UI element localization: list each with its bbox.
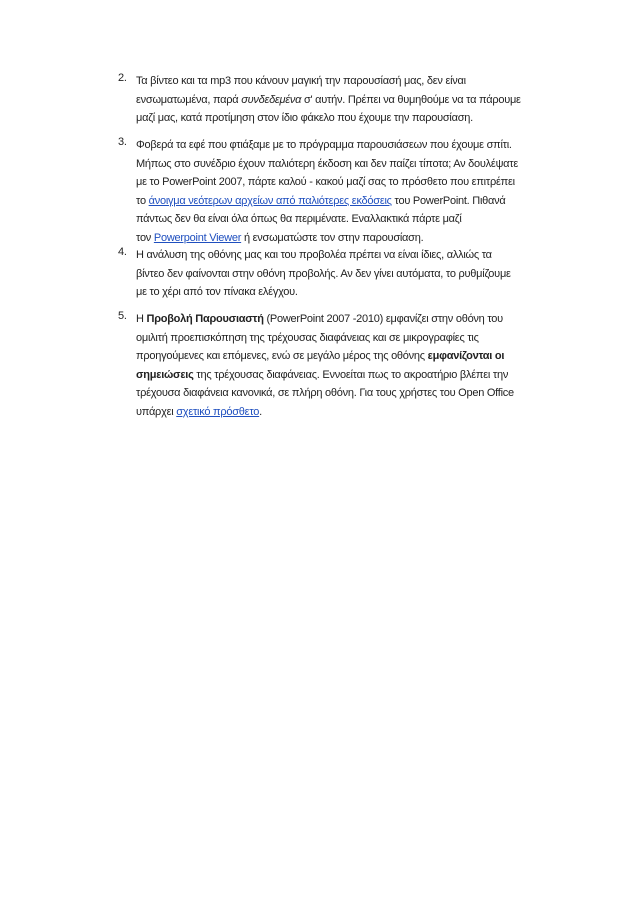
item-number: 5. xyxy=(118,310,127,322)
text-line: μαζί μας, κατά προτίμηση στον ίδιο φάκελο που έχουμε την παρουσίαση. xyxy=(136,112,473,124)
text-line: με το PowerPoint 2007, πάρτε καλού - κακού μαζί σας το πρόσθετο που επιτρέπει xyxy=(136,176,515,188)
text-line: τρέχουσα διαφάνεια κανονικά, σε πλήρη οθόνη. Για τους χρήστες του Open Office xyxy=(136,387,514,399)
text-line xyxy=(136,192,536,211)
text-run: προηγούμενες και επόμενες, ενώ σε μεγάλο μέρος της οθόνης xyxy=(136,350,428,362)
backward-compatibility-link[interactable]: άνοιγμα νεότερων αρχείων από παλιότερες εκδόσεις xyxy=(148,194,392,207)
openoffice-addon-link[interactable]: σχετικό πρόσθετο xyxy=(176,405,260,418)
text-line xyxy=(136,310,536,329)
text-run: (PowerPoint 2007 -2010) εμφανίζει στην οθόνη του xyxy=(263,313,503,325)
item-text xyxy=(136,246,536,302)
item-text xyxy=(136,136,536,247)
bold-text: Προβολή Παρουσιαστή xyxy=(146,313,264,325)
item-text xyxy=(136,72,536,128)
text-run: ή ενσωματώστε τον στην παρουσίαση. xyxy=(241,231,424,244)
text-line xyxy=(136,347,536,366)
text-line: με το χέρι από τον πίνακα ελέγχου. xyxy=(136,286,298,298)
item-number: 4. xyxy=(118,246,127,258)
item-text xyxy=(136,310,536,421)
text-line: Τα βίντεο και τα mp3 που κάνουν μαγική την παρουσίασή μας, δεν είναι xyxy=(136,75,466,87)
text-run: ενσωματωμένα, παρά xyxy=(136,93,242,106)
text-line: βίντεο δεν φαίνονται στην οθόνη προβολής. Αν δεν γίνει αυτόματα, το ρυθμίζουμε xyxy=(136,267,511,280)
text-line: πάντως δεν θα είναι όλα όπως θα περιμένατε. Εναλλακτικά πάρτε μαζί xyxy=(136,213,462,225)
italic-text: συνδεδεμένα xyxy=(241,93,302,106)
text-line xyxy=(136,366,536,385)
text-line xyxy=(136,229,536,248)
item-number: 3. xyxy=(118,136,127,148)
text-line: Μήπως στο συνέδριο έχουν παλιότερη έκδοση και δεν παίζει τίποτα; Αν δουλέψατε xyxy=(136,157,519,170)
text-run: τον xyxy=(136,231,154,244)
text-line xyxy=(136,91,536,110)
text-line: Η ανάλυση της οθόνης μας και του προβολέα πρέπει να είναι ίδιες, αλλιώς τα xyxy=(136,249,492,261)
text-run: σ' αυτήν. Πρέπει να θυμηθούμε να τα πάρουμε xyxy=(301,93,521,106)
text-line: Φοβερά τα εφέ που φτιάξαμε με το πρόγραμμα παρουσιάσεων που έχουμε σπίτι. xyxy=(136,139,512,151)
text-run: του PowerPoint. Πιθανά xyxy=(391,194,506,207)
bold-text: εμφανίζονται οι xyxy=(427,350,505,362)
text-line xyxy=(136,403,536,422)
text-line: ομιλιτή προεπισκόπηση της τρέχουσας διαφάνειας και σε μικρογραφίες τις xyxy=(136,331,479,344)
item-number: 2. xyxy=(118,72,127,84)
text-run: υπάρχει xyxy=(136,405,177,418)
text-run: της τρέχουσας διαφάνειας. Εννοείται πως το ακροατήριο βλέπει την xyxy=(193,368,509,381)
text-run: το xyxy=(136,194,149,207)
text-run: . xyxy=(259,405,262,418)
bold-text: σημειώσεις xyxy=(136,368,194,381)
text-run: Η xyxy=(136,313,147,325)
powerpoint-viewer-link[interactable]: Powerpoint Viewer xyxy=(153,231,242,244)
